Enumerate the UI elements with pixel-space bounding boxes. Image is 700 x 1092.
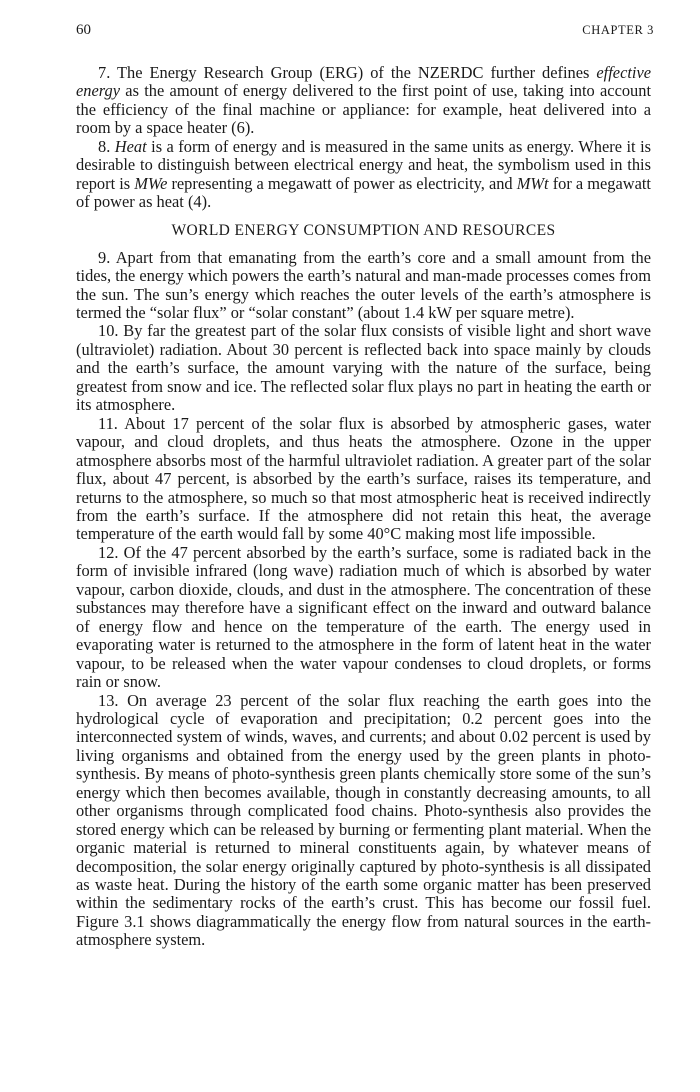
paragraph-8 — [76, 138, 651, 212]
term-effective-energy: effective energy — [76, 63, 651, 101]
paragraph-8-text-3: representing a megawatt of power as electricity, and — [167, 173, 517, 193]
paragraph-9: 9. Apart from that emanating from the earth’s core and a small amount from the tides, the energy which powers the earth’s natural and man-made processes comes from the sun. The sun’s energy which reaches the outer levels of the earth’s atmosphere is termed the “solar flux” or “solar constant” (about 1.4 kW per square metre). — [76, 247, 651, 322]
symbol-mwt: MWt — [516, 173, 549, 193]
section-heading: WORLD ENERGY CONSUMPTION AND RESOURCES — [171, 221, 556, 239]
paragraph-8-text-2: is a form of energy and is measured in the same units as energy. Where it is desirable to distinguish between electrical energy and heat, the symbolism used in this report is — [76, 136, 652, 193]
paragraph-13: 13. On average 23 percent of the solar flux reaching the earth goes into the hydrological cycle of evaporation and precipitation; 0.2 percent goes into the interconnected system of winds, waves, and currents; and about 0.02 percent is used by living organisms and obtained from the energy used by the green plants in photo-synthesis. By means of photo-synthesis green plants chemically store some of the sun’s energy which then becomes available, though in constantly decreasing amounts, to all other organisms through complicated food chains. Photo-synthesis also provides the stored energy which can be released by burning or fermenting plant material. When the organic material is returned to mineral constituents again, by whatever means of decomposition, the solar energy originally captured by photo-synthesis is all dissipated as waste heat. During the history of the earth some organic matter has been preserved within the sedimentary rocks of the earth’s crust. This has become our fossil fuel. Figure 3.1 shows diagrammatically the energy flow from natural sources in the earth-atmosphere system. — [76, 690, 651, 950]
term-heat: Heat — [114, 136, 147, 156]
paragraph-7 — [76, 64, 651, 138]
paragraph-7-text-1: 7. The Energy Research Group (ERG) of the NZERDC further defines — [98, 63, 597, 82]
paragraph-8-text-1: 8. — [98, 136, 115, 156]
paragraph-12: 12. Of the 47 percent absorbed by the earth’s surface, some is radiated back in the form of invisible infrared (long wave) radiation much of which is absorbed by water vapour, carbon dioxide, clouds, and dust in the atmosphere. The concentration of these substances may therefore have a significant effect on the inward and outward balance of energy flow and hence on the temperature of the earth. The energy used in evaporating water is returned to the atmosphere in the form of latent heat in the water vapour, to be released when the water vapour condenses to cloud droplets, or forms rain or snow. — [76, 542, 651, 692]
paragraph-8-text-4: for a megawatt of power as heat (4). — [76, 173, 651, 212]
chapter-label: CHAPTER 3 — [582, 23, 654, 37]
paragraph-10: 10. By far the greatest part of the solar flux consists of visible light and short wave (ultraviolet) radiation. About 30 percent is reflected back into space mainly by clouds and the earth’s surface, the amount varying with the nature of the surface, being greatest from snow and ice. The reflected solar flux plays no part in heating the earth or its atmosphere. — [76, 321, 651, 415]
page-number: 60 — [76, 22, 91, 38]
symbol-mwe: MWe — [134, 173, 168, 193]
running-head — [76, 22, 654, 39]
paragraph-7-text-2: as the amount of energy delivered to the first point of use, taking into account the efficiency of the final machine or appliance: for example, heat delivered into a room by a space heater (6). — [76, 81, 651, 138]
body-text — [76, 64, 651, 950]
paragraph-11: 11. About 17 percent of the solar flux is absorbed by atmospheric gases, water vapour, and cloud droplets, and thus heats the atmosphere. Ozone in the upper atmosphere absorbs most of the harmful ultraviolet radiation. A greater part of the solar flux, about 47 percent, is absorbed by the earth’s surface, raises its temperature, and returns to the atmosphere, so much so that most atmospheric heat is received indirectly from the earth’s surface. If the atmosphere did not retain this heat, the average temperature of the earth would fall by some 40°C making most life impossible. — [76, 413, 651, 544]
